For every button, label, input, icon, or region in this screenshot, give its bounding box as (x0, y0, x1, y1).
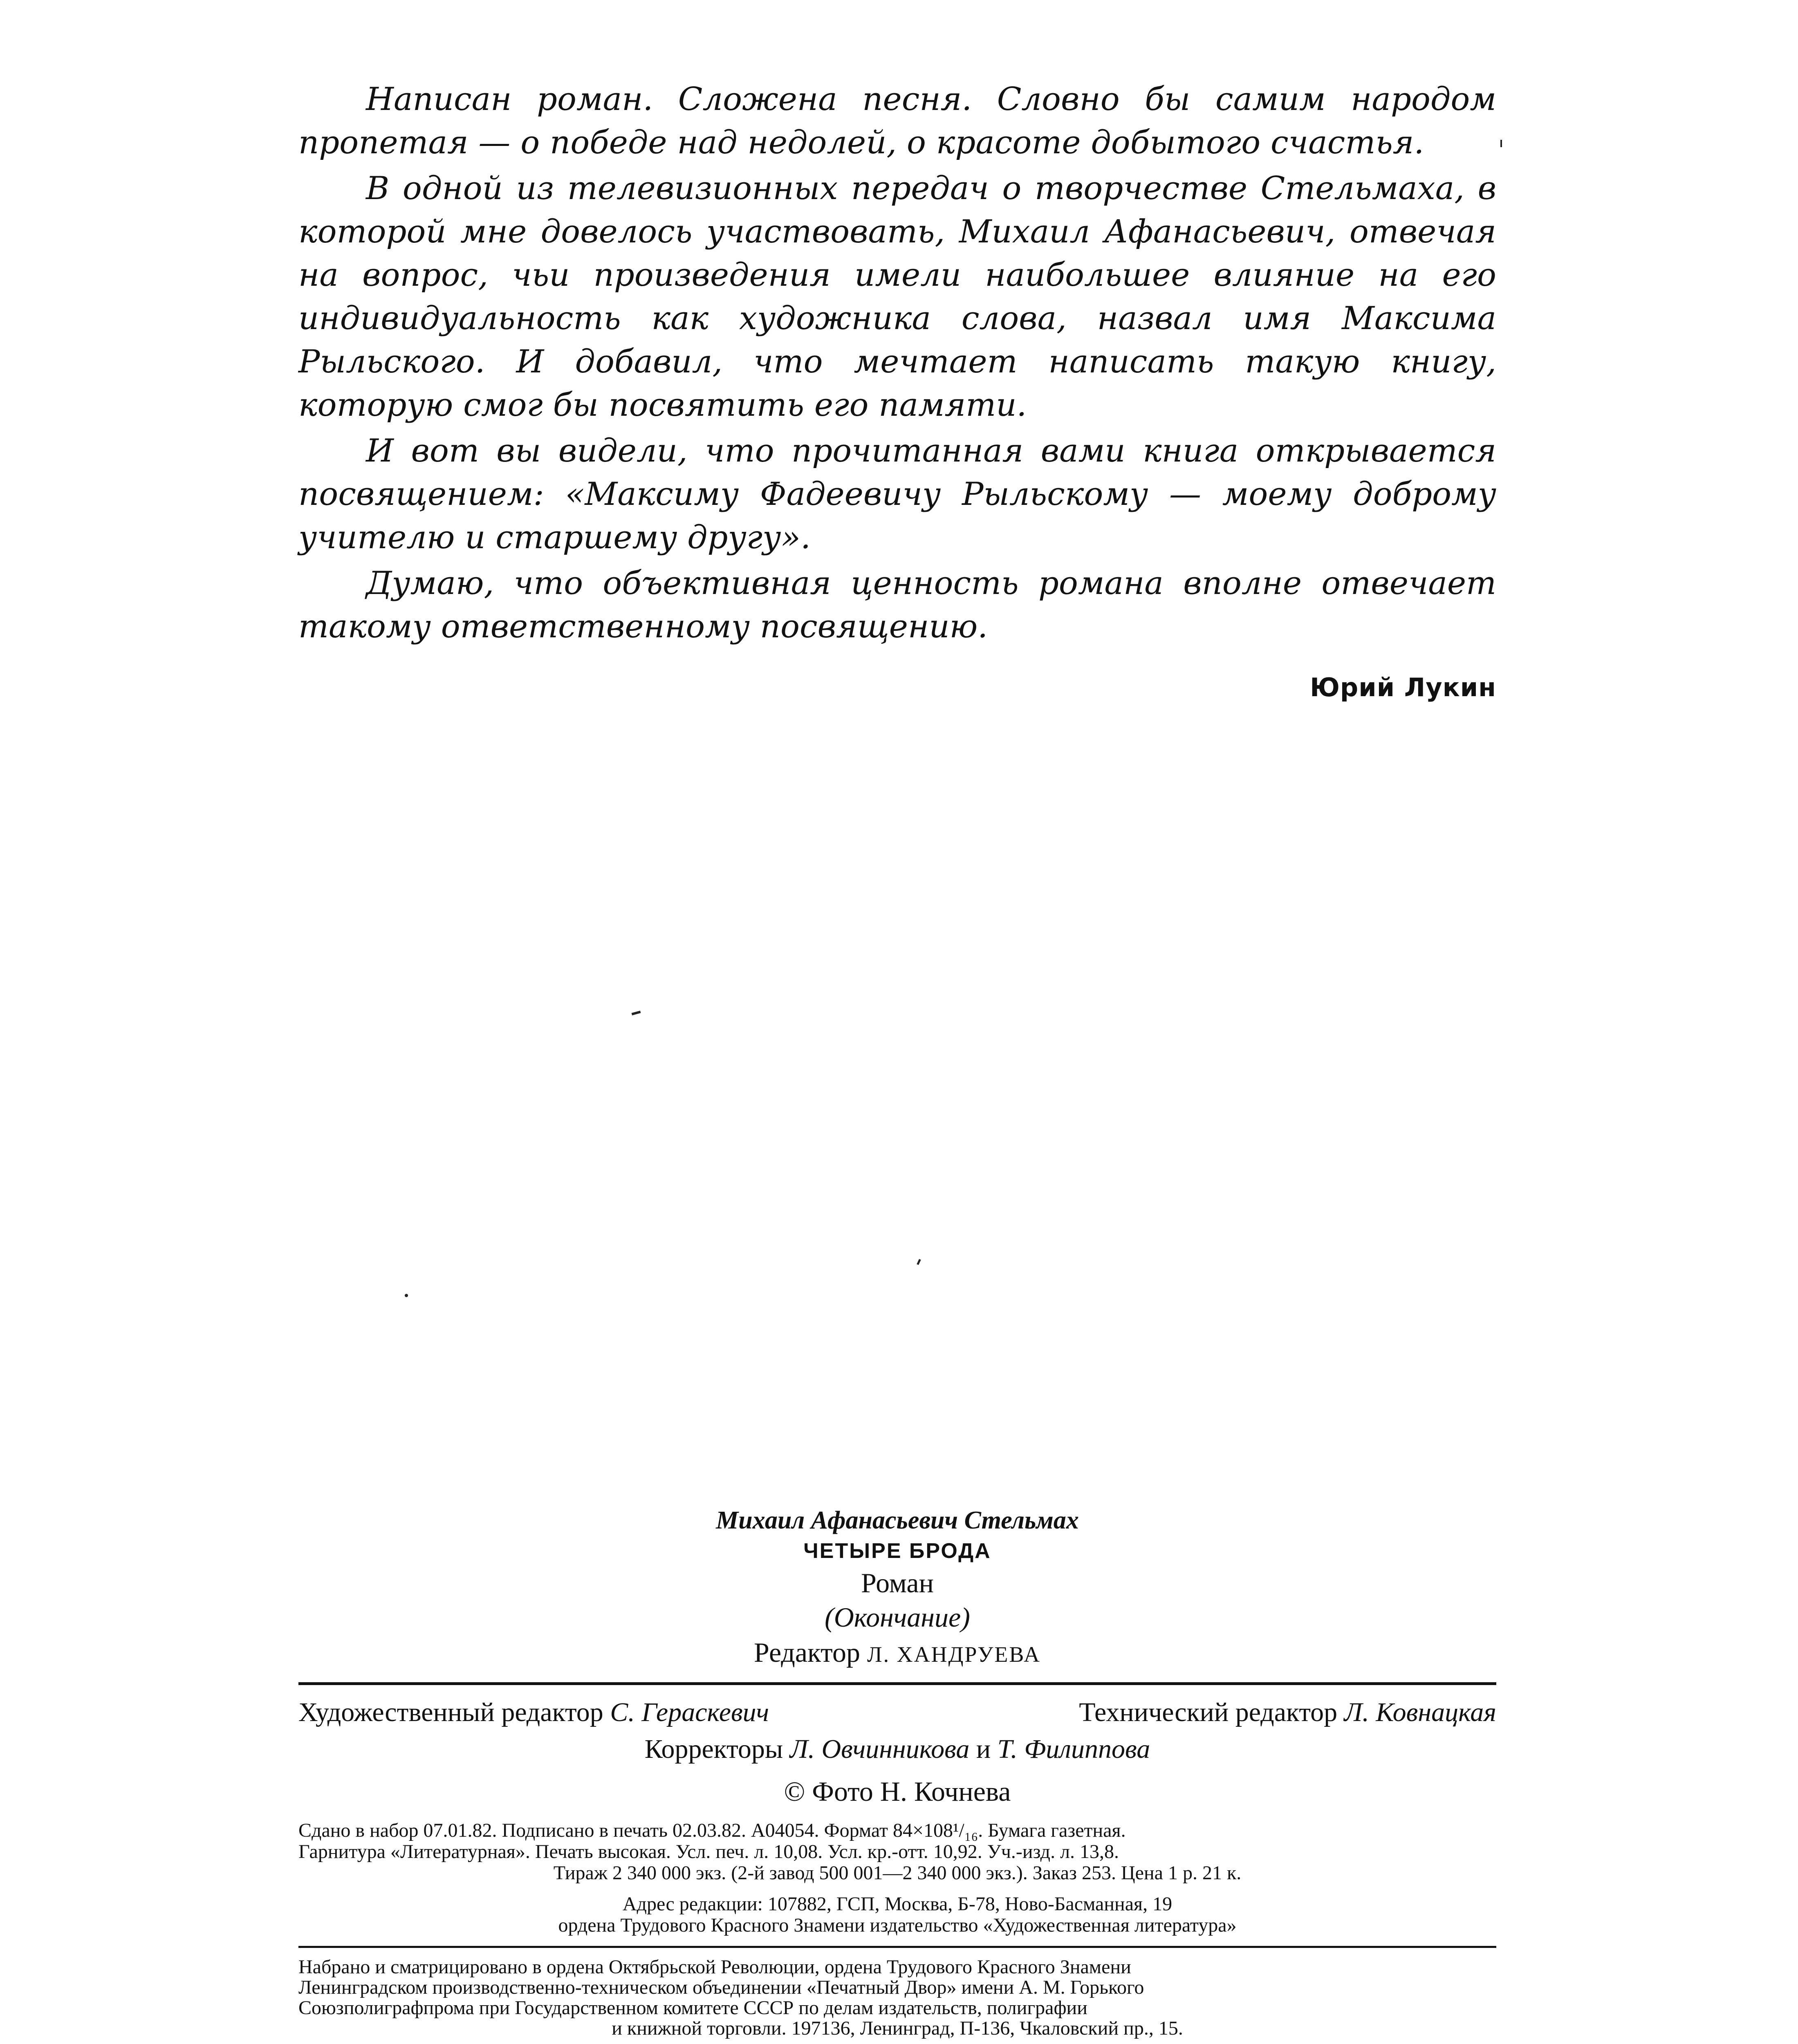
addr-line-1: Адрес редакции: 107882, ГСП, Москва, Б-78, Ново-Басманная, 19 (622, 1893, 1173, 1915)
paragraph-2: В одной из телевизионных передач о творчестве Стельмаха, в которой мне довелось участвовать, Михаил Афанасьевич, отвечая на вопрос, чьи произведения имели наибольшее влияние на его индивидуальность как художника слова, назвал имя Максима Рыльского. И добавил, что мечтает написать такую книгу, которую смог бы посвятить его памяти. (298, 170, 1496, 424)
genre: Роман (861, 1567, 934, 1598)
proof-name-1: Л. Овчинникова (789, 1734, 970, 1764)
pub-line-1: Сдано в набор 07.01.82. Подписано в печать 02.03.82. А04054. Формат 84×108¹/₁₆. Бумага газетная. (298, 1820, 1126, 1841)
book-title: ЧЕТЫРЕ БРОДА (803, 1539, 991, 1563)
typeset-line-3: Союзполиграфпрома при Государственном комитете СССР по делам издательств, полиграфии (298, 1997, 1087, 2019)
print-speck (632, 1011, 641, 1015)
paragraph-4: Думаю, что объективная ценность романа вполне отвечает такому ответственному посвящению. (298, 565, 1496, 645)
publication-info (298, 1820, 1496, 1884)
editor-line (298, 1634, 1496, 1672)
editors-row (298, 1694, 1496, 1731)
typeset-line-4: и книжной торговли. 197136, Ленинград, П-136, Чкаловский пр., 15. (612, 2017, 1183, 2039)
editor-label: Редактор (754, 1637, 860, 1668)
divider (298, 1946, 1496, 1948)
typeset-line-1: Набрано и сматрицировано в ордена Октябрьской Революции, ордена Трудового Красного Знамени (298, 1956, 1131, 1978)
proof-and: и (976, 1734, 991, 1764)
tech-editor-label: Технический редактор (1079, 1697, 1338, 1727)
paragraph-3: И вот вы видели, что прочитанная вами книга открывается посвящением: «Максиму Фадеевичу Рыльскому — моему доброму учителю и старшему другу». (298, 433, 1496, 556)
divider (298, 1682, 1496, 1685)
addr-line-2: ордена Трудового Красного Знамени издательство «Художественная литература» (558, 1914, 1237, 1936)
typeset-line-2: Ленинградском производственно-техническом объединении «Печатный Двор» имени А. М. Горького (298, 1977, 1144, 1998)
proof-label: Корректоры (644, 1734, 783, 1764)
pub-line-2: Гарнитура «Литературная». Печать высокая. Усл. печ. л. 10,08. Усл. кр.-отт. 10,92. Уч.-изд. л. 13,8. (298, 1841, 1119, 1862)
proofreaders-line (298, 1731, 1496, 1768)
publisher-address (298, 1894, 1496, 1936)
part-note: (Окончание) (825, 1602, 970, 1633)
tech-editor (1079, 1694, 1496, 1731)
afterword-text (298, 78, 1496, 648)
print-speck (917, 1259, 921, 1265)
photo-credit: © Фото Н. Кочнева (784, 1776, 1011, 1807)
paragraph-1: Написан роман. Сложена песня. Словно бы самим народом пропетая — о победе над недолей, о красоте добытого счастья. (298, 81, 1496, 161)
colophon (298, 1504, 1496, 2044)
author-name: Михаил Афанасьевич Стельмах (716, 1506, 1079, 1534)
art-editor (298, 1694, 769, 1731)
pub-line-3: Тираж 2 340 000 экз. (2-й завод 500 001—2 340 000 экз.). Заказ 253. Цена 1 р. 21 к. (553, 1862, 1242, 1884)
art-editor-label: Художественный редактор (298, 1697, 603, 1727)
art-editor-name: С. Гераскевич (610, 1697, 769, 1727)
signature: Юрий Лукин (1310, 672, 1496, 702)
print-speck (405, 1294, 408, 1297)
print-speck (1500, 140, 1502, 147)
proof-name-2: Т. Филиппова (997, 1734, 1150, 1764)
typesetting-info (298, 1957, 1496, 2039)
tech-editor-name: Л. Ковнацкая (1344, 1697, 1496, 1727)
editor-name: Л. ХАНДРУЕВА (867, 1642, 1041, 1667)
